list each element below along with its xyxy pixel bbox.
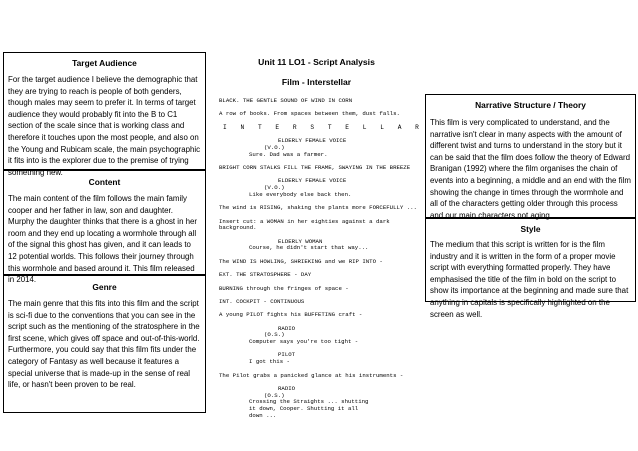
script-dialogue: I got this - (249, 358, 290, 366)
title-letter: A (397, 123, 402, 131)
genre-title: Genre (92, 282, 117, 292)
content-title: Content (88, 177, 121, 187)
script-scene-heading: EXT. THE STRATOSPHERE - DAY (219, 271, 312, 279)
style-title: Style (520, 224, 541, 234)
script-character: RADIO (278, 384, 296, 392)
script-dialogue: Like everybody else back then. (249, 190, 352, 198)
title-letter: E (275, 123, 280, 131)
script-character: ELDERLY WOMAN (278, 237, 323, 245)
title-letter: L (380, 123, 384, 131)
page-title: Unit 11 LO1 - Script Analysis (258, 57, 375, 67)
script-line: background. (219, 224, 257, 232)
script-character: PILOT (278, 351, 296, 359)
content-box (3, 170, 206, 285)
title-letter: R (415, 123, 419, 131)
genre-box (3, 275, 206, 413)
narrative-structure-text: This film is very complicated to understand, and the narrative isn't clear in many aspects with the amount of different twist and turns to understand in the story but it can be said that the film does follow the theory of Edward Branigan (1992) where the film organises the chain of events into a beginning, a middle and an end with the film showing the change in times through the wormhole and all of the characters getting older through this process and our main characters not aging. (430, 118, 631, 220)
script-dialogue: Crossing the Straights ... shutting (249, 398, 369, 406)
script-parenthetical: (O.S.) (264, 391, 285, 399)
script-line: BRIGHT CORN STALKS FILL THE FRAME, SWAYING IN THE BREEZE (219, 163, 411, 171)
script-line: Insert cut: a WOMAN in her eighties against a dark (219, 217, 390, 225)
script-line: BLACK. THE GENTLE SOUND OF WIND IN CORN (219, 97, 353, 104)
title-letter: N (240, 123, 245, 131)
genre-text: The main genre that this fits into this film and the script is sci-fi due to the conventions that you can see in the script such as the mentioning of the stratosphere in the first scene, which gives off space and out-of-this-world. Furthermore, you could say that this film fits under the category of Fantasy as well because it features a special universe that is made-up in the sense of real life, or hasn't been proven to be real. (8, 299, 200, 390)
script-dialogue: Computer says you're too tight - (249, 338, 359, 346)
script-character: ELDERLY FEMALE VOICE (278, 177, 347, 185)
script-character: RADIO (278, 324, 296, 332)
title-letter: T (327, 123, 332, 131)
script-dialogue: Sure. Dad was a farmer. (249, 150, 328, 158)
narrative-structure-box (425, 94, 636, 218)
script-parenthetical: (O.S.) (264, 331, 285, 339)
title-letter: R (292, 123, 297, 131)
script-scene-heading: INT. COCKPIT - CONTINUOUS (219, 297, 305, 305)
script-line: BURNING through the fringes of space - (219, 284, 349, 292)
script-character: ELDERLY FEMALE VOICE (278, 137, 347, 145)
script-line: A row of books. From spaces between them, dust falls. (219, 110, 400, 118)
target-audience-title: Target Audience (72, 58, 137, 68)
title-letter: S (310, 123, 315, 131)
script-title: Film - Interstellar (281, 77, 352, 87)
style-text: The medium that this script is written for is the film industry and it is written in the form of a proper movie script with everything formatted properly. They have emphasised the title of the film in bold on the script to show its importance at the beginning and made sure that anything in capitals is specifically highlighted on the screen as well. (430, 240, 629, 319)
narrative-structure-title: Narrative Structure / Theory (475, 100, 586, 110)
script-line: The wind is RISING, shaking the plants more FORCEFULLY ... (219, 204, 417, 212)
script-excerpt (219, 98, 423, 419)
script-line: The Pilot grabs a panicked glance at his instruments - (219, 371, 404, 379)
title-letter: L (362, 123, 367, 131)
script-line: A young PILOT fights his BUFFETING craft - (219, 311, 363, 319)
content-text: The main content of the film follows the main family cooper and her father in law, son and daughter. Murphy the daughter thinks that there is a ghost in her room and they end up locating a wormhole through all of the signal this ghost has given, and it can leads to 12 potential worlds. This follows their journey through this wormhole and based around it. This film released in 2014. (8, 194, 198, 285)
script-line: The WIND IS HOWLING, SHRIEKING and we RIP INTO - (219, 257, 383, 265)
title-letter: I (223, 123, 227, 131)
title-letter: E (345, 123, 349, 131)
target-audience-box (3, 52, 206, 177)
script-dialogue: Course, he didn't start that way... (249, 244, 369, 252)
title-letter: T (257, 123, 262, 131)
script-title-letters (219, 125, 423, 132)
script-dialogue: it down, Cooper. Shutting it all (249, 405, 359, 413)
script-dialogue: down ... (249, 411, 277, 419)
target-audience-text: For the target audience I believe the demographic that they are trying to reach is people of both genders, though males may seem to prefer it. In terms of target audience they would probably fit into the B to C1 section of the scale since that is working class and therefore it touches upon the most people, and also on the Young and Rubicam scale, the main psychographic it fits into is the explorer due to the premise of trying something new. (8, 75, 201, 177)
style-box (425, 218, 636, 319)
script-parenthetical: (V.O.) (264, 184, 285, 192)
script-parenthetical: (V.O.) (264, 143, 285, 151)
